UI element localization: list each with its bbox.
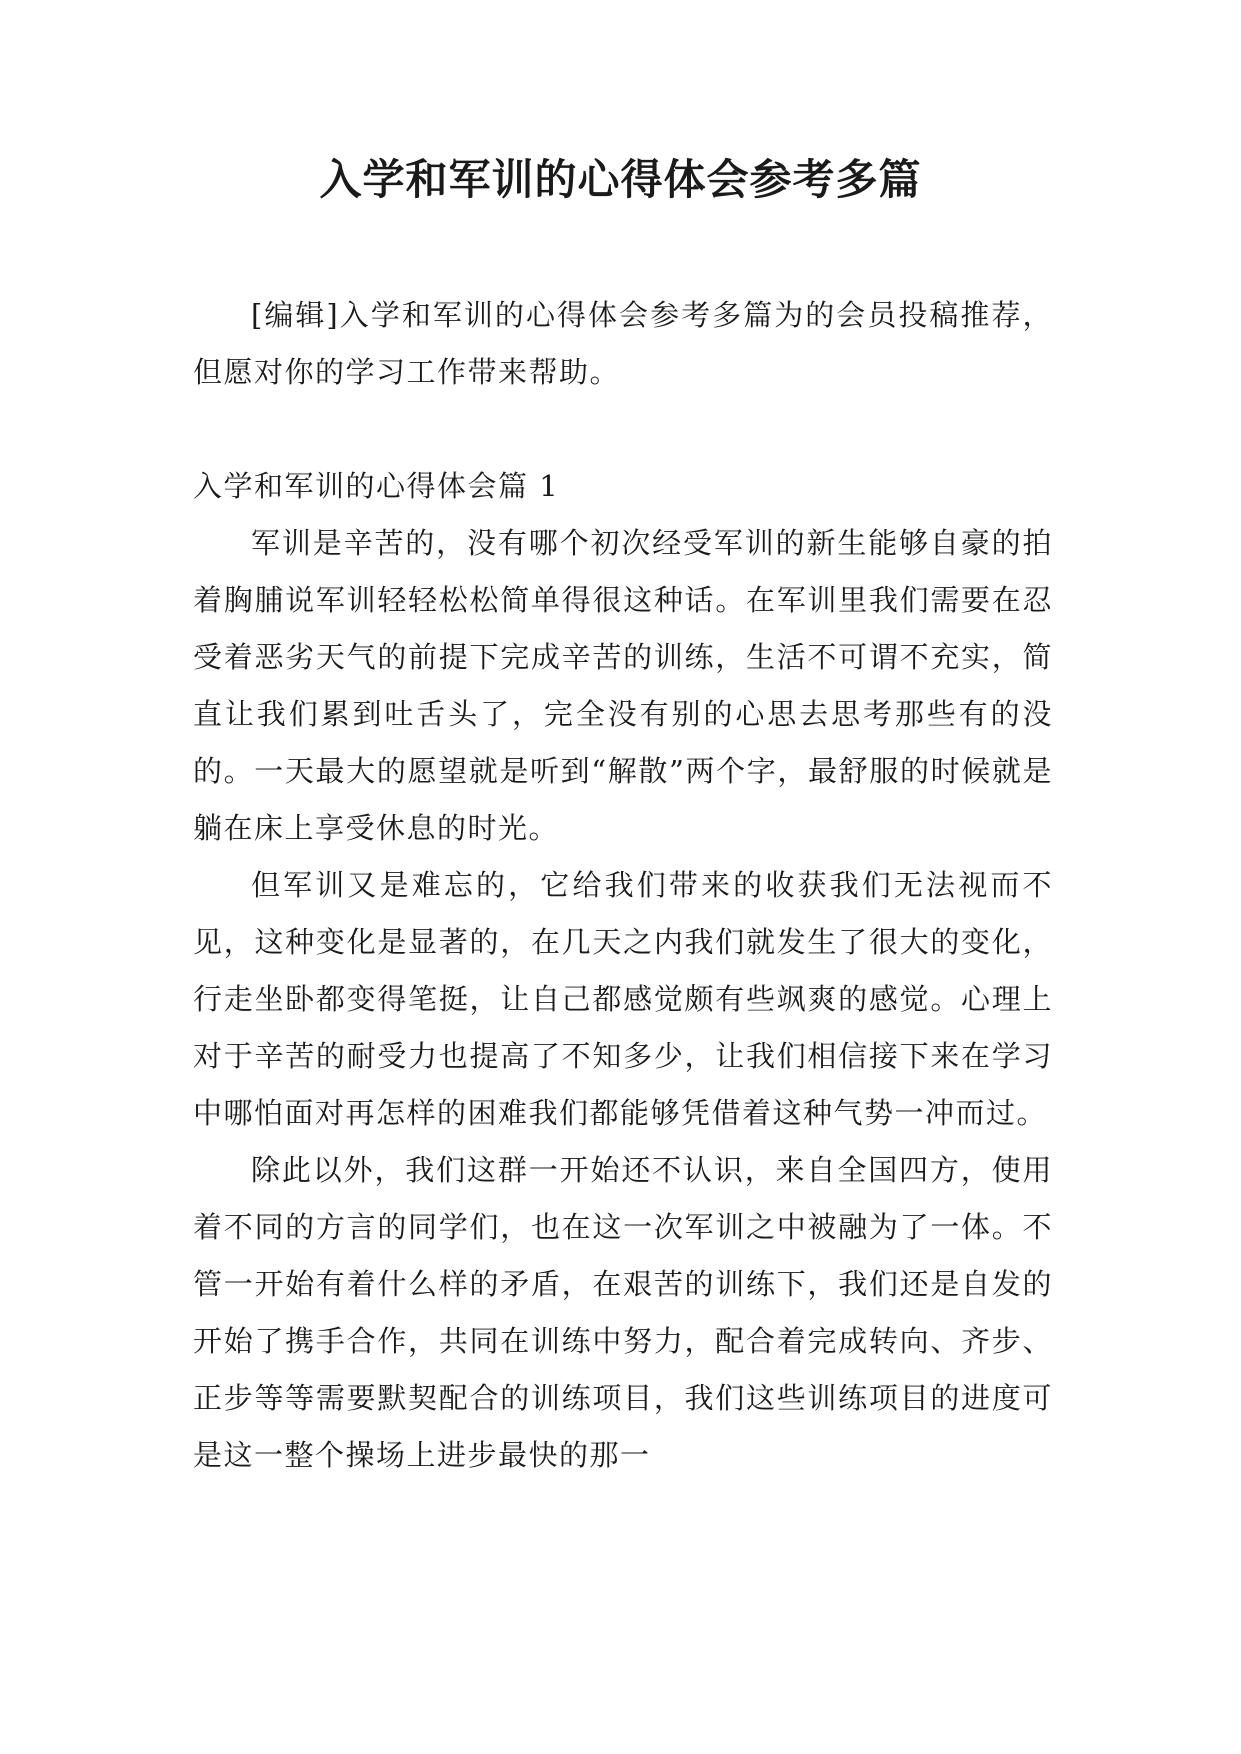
intro-paragraph: [编辑]入学和军训的心得体会参考多篇为的会员投稿推荐，但愿对你的学习工作带来帮助。 <box>193 298 1053 389</box>
body-paragraph: 但军训又是难忘的，它给我们带来的收获我们无法视而不见，这种变化是显著的，在几天之内我们就发生了很大的变化，行走坐卧都变得笔挺，让自己都感觉颇有些飒爽的感觉。心理上对于辛苦的耐受力也提高了不知多少，让我们相信接下来在学习中哪怕面对再怎样的困难我们都能够凭借着这种气势一冲而过。 <box>193 868 1053 1130</box>
body-paragraph: 除此以外，我们这群一开始还不认识，来自全国四方，使用着不同的方言的同学们，也在这一次军训之中被融为了一体。不管一开始有着什么样的矛盾，在艰苦的训练下，我们还是自发的开始了携手合作，共同在训练中努力，配合着完成转向、齐步、正步等等需要默契配合的训练项目，我们这些训练项目的进度可是这一整个操场上进步最快的那一 <box>193 1153 1053 1472</box>
body-paragraph: 军训是辛苦的，没有哪个初次经受军训的新生能够自豪的拍着胸脯说军训轻轻松松简单得很这种话。在军训里我们需要在忍受着恶劣天气的前提下完成辛苦的训练，生活不可谓不充实，简直让我们累到吐舌头了，完全没有别的心思去思考那些有的没的。一天最大的愿望就是听到“解散”两个字，最舒服的时候就是躺在床上享受休息的时光。 <box>193 526 1053 845</box>
document-body <box>193 287 1053 1484</box>
document-title: 入学和军训的心得体会参考多篇 <box>319 155 922 204</box>
section-heading: 入学和军训的心得体会篇 1 <box>193 469 560 503</box>
